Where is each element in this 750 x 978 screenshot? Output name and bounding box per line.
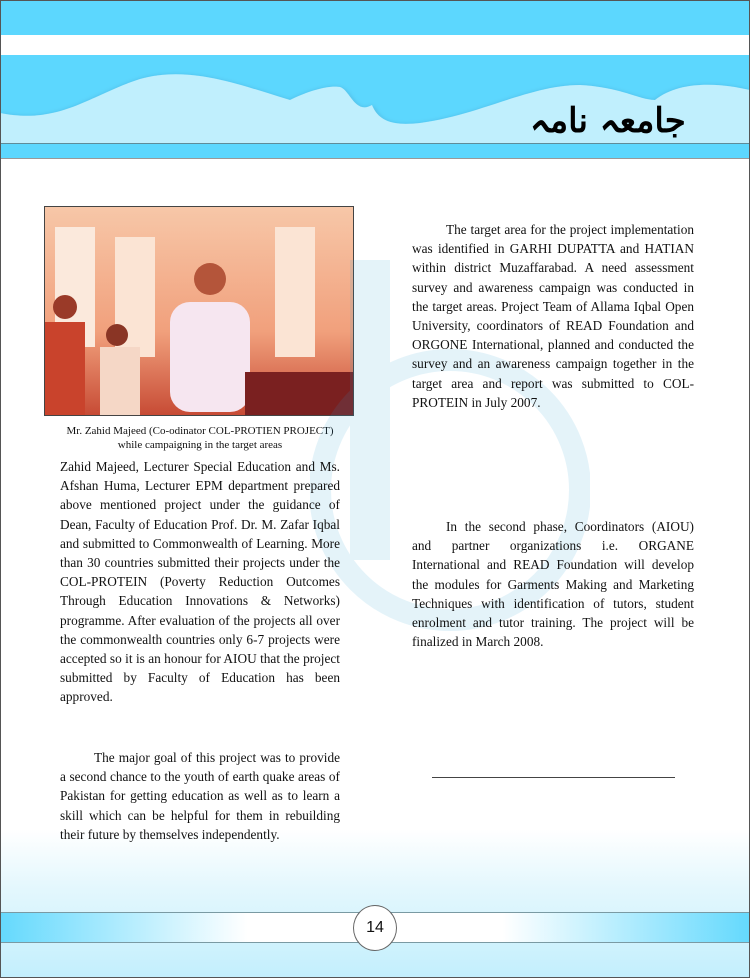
paragraph: Zahid Majeed, Lecturer Special Education and Ms. Afshan Huma, Lecturer EPM department prepared above mentioned project under the guidance of Dean, Faculty of Education Prof. Dr. M. Zafar Iqbal and submitted to Commonwealth of Learning. More than 30 countries submitted their projects under the COL-PROTEIN (Poverty Reduction Outcomes Through Education Innovations & Networks) programme. After evaluation of the projects all over the commonwealth countries only 6-7 projects were accepted so it is an honour for AIOU that the project submitted by Faculty of Education has been approved.	[60, 459, 340, 705]
magazine-logo: جامعہ نامہ	[530, 101, 686, 141]
right-column-paragraph-2	[412, 517, 694, 651]
paragraph: The major goal of this project was to provide a second chance to the youth of earth quake areas of Pakistan for getting education as well as to learn a skill which can be helpful for them in rebuilding their future by themselves independently.	[60, 750, 340, 842]
right-column-paragraph-1	[412, 220, 694, 412]
header-divider	[0, 143, 750, 159]
left-column-paragraph-2	[60, 748, 340, 844]
page-number: 14	[353, 905, 397, 951]
paragraph: The target area for the project implementation was identified in GARHI DUPATTA and HATIAN within district Muzaffarabad. A need assessment survey and awareness campaign was conducted in the target areas. Project Team of Allama Iqbal Open University, coordinators of READ Foundation and ORGONE International, planned and conducted the survey and an awareness campaign together in the target area and report was submitted to COL-PROTEIN in July 2007.	[412, 222, 694, 410]
left-column-paragraph-1	[60, 457, 340, 707]
caption-line: Mr. Zahid Majeed (Co-odinator COL-PROTIEN PROJECT)	[66, 425, 334, 437]
caption-line: while campaigning in the target areas	[117, 439, 283, 451]
top-band	[0, 0, 750, 35]
campaign-photo	[44, 206, 354, 416]
paragraph: In the second phase, Coordinators (AIOU) and partner organizations i.e. ORGANE International and READ Foundation will develop the modules for Garments Making and Marketing Techniques with identification of tutors, student enrolment and tutor training. The project will be finalized in March 2008.	[412, 519, 694, 650]
horizontal-rule	[432, 777, 675, 778]
photo-illustration	[45, 207, 353, 415]
footer-gradient	[0, 830, 750, 978]
